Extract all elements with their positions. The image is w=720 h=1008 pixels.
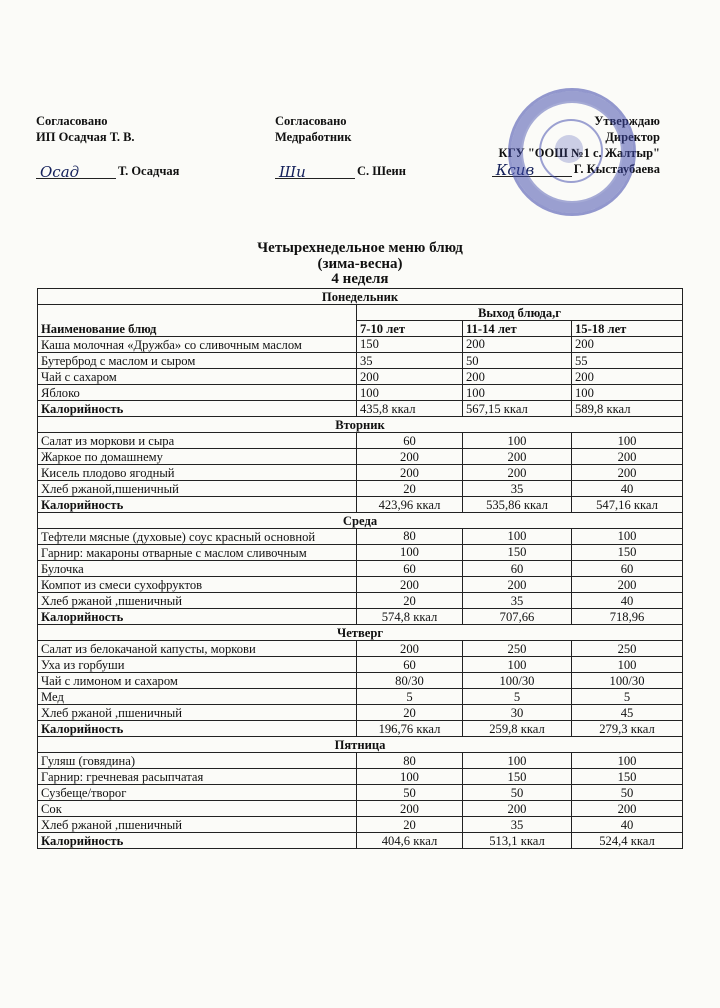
- table-row: [38, 785, 683, 801]
- table-row: [38, 673, 683, 689]
- signature-director: Ксив: [495, 161, 535, 179]
- dish-name: Уха из горбуши: [38, 657, 357, 673]
- approval-director-title: Директор: [605, 130, 660, 144]
- age-group-header: 15-18 лет: [572, 321, 683, 337]
- day-name: Среда: [38, 513, 683, 529]
- table-row: [38, 577, 683, 593]
- table-row: [38, 657, 683, 673]
- table-row: [38, 689, 683, 705]
- calorie-row: [38, 497, 683, 513]
- portion-value: 200: [463, 577, 572, 593]
- table-row: [38, 465, 683, 481]
- portion-value: 80: [357, 753, 463, 769]
- table-row: [38, 433, 683, 449]
- dish-name: Каша молочная «Дружба» со сливочным маслом: [38, 337, 357, 353]
- portion-value: 100: [463, 657, 572, 673]
- portion-value: 150: [572, 769, 683, 785]
- portion-value: 50: [463, 785, 572, 801]
- portion-value: 50: [357, 785, 463, 801]
- portion-value: 35: [463, 481, 572, 497]
- portion-value: 100: [357, 385, 463, 401]
- calorie-value: 589,8 ккал: [572, 401, 683, 417]
- portion-value: 40: [572, 481, 683, 497]
- dish-name: Хлеб ржаной ,пшеничный: [38, 705, 357, 721]
- approval-med-name: С. Шеин: [357, 164, 406, 178]
- portion-value: 200: [357, 577, 463, 593]
- col-output-header: Выход блюда,г: [357, 305, 683, 321]
- portion-value: 200: [572, 369, 683, 385]
- official-seal-stamp: [508, 88, 636, 216]
- portion-value: 200: [572, 465, 683, 481]
- dish-name: Салат из моркови и сыра: [38, 433, 357, 449]
- dish-name: Кисель плодово ягодный: [38, 465, 357, 481]
- approval-ip-org: ИП Осадчая Т. В.: [36, 130, 135, 144]
- calorie-value: 279,3 ккал: [572, 721, 683, 737]
- age-group-header: 7-10 лет: [357, 321, 463, 337]
- portion-value: 200: [463, 465, 572, 481]
- table-row: [38, 481, 683, 497]
- portion-value: 5: [572, 689, 683, 705]
- calorie-value: 435,8 ккал: [357, 401, 463, 417]
- portion-value: 60: [572, 561, 683, 577]
- portion-value: 100: [572, 433, 683, 449]
- calorie-value: 567,15 ккал: [463, 401, 572, 417]
- dish-name: Тефтели мясные (духовые) соус красный основной: [38, 529, 357, 545]
- approval-med: [275, 113, 406, 179]
- approval-director-label: Утверждаю: [594, 114, 660, 128]
- calorie-value: 524,4 ккал: [572, 833, 683, 849]
- portion-value: 150: [463, 545, 572, 561]
- approval-ip-name: Т. Осадчая: [118, 164, 180, 178]
- calorie-label: Калорийность: [38, 497, 357, 513]
- portion-value: 200: [357, 641, 463, 657]
- portion-value: 40: [572, 817, 683, 833]
- portion-value: 35: [463, 817, 572, 833]
- day-name: Понедельник: [38, 289, 683, 305]
- portion-value: 200: [357, 369, 463, 385]
- day-name: Вторник: [38, 417, 683, 433]
- menu-table: [37, 288, 683, 849]
- table-row: [38, 353, 683, 369]
- title-line-1: Четырехнедельное меню блюд: [257, 240, 463, 256]
- document-title: [0, 241, 720, 288]
- dish-name: Гарнир: макароны отварные с маслом сливочным: [38, 545, 357, 561]
- table-row: [38, 449, 683, 465]
- portion-value: 100: [463, 753, 572, 769]
- signature-line: [36, 164, 116, 179]
- portion-value: 80: [357, 529, 463, 545]
- signature-ip: Осад: [40, 163, 80, 181]
- dish-name: Гарнир: гречневая расыпчатая: [38, 769, 357, 785]
- day-name: Четверг: [38, 625, 683, 641]
- portion-value: 150: [463, 769, 572, 785]
- approval-director-org: КГУ "ООШ №1 с. Жалтыр": [498, 146, 660, 160]
- approval-director-name: Г. Кыстаубаева: [573, 162, 660, 176]
- portion-value: 200: [572, 577, 683, 593]
- calorie-value: 404,6 ккал: [357, 833, 463, 849]
- dish-name: Хлеб ржаной ,пшеничный: [38, 593, 357, 609]
- age-group-header: 11-14 лет: [463, 321, 572, 337]
- portion-value: 20: [357, 705, 463, 721]
- portion-value: 40: [572, 593, 683, 609]
- calorie-row: [38, 721, 683, 737]
- table-row: [38, 801, 683, 817]
- portion-value: 55: [572, 353, 683, 369]
- calorie-value: 718,96: [572, 609, 683, 625]
- portion-value: 200: [572, 449, 683, 465]
- portion-value: 20: [357, 481, 463, 497]
- portion-value: 60: [463, 561, 572, 577]
- calorie-row: [38, 609, 683, 625]
- title-line-3: 4 неделя: [331, 271, 389, 287]
- portion-value: 200: [463, 449, 572, 465]
- dish-name: Салат из белокачаной капусты, моркови: [38, 641, 357, 657]
- portion-value: 60: [357, 433, 463, 449]
- dish-name: Яблоко: [38, 385, 357, 401]
- table-row: [38, 561, 683, 577]
- dish-name: Мед: [38, 689, 357, 705]
- portion-value: 100: [463, 529, 572, 545]
- calorie-row: [38, 833, 683, 849]
- dish-name: Компот из смеси сухофруктов: [38, 577, 357, 593]
- portion-value: 150: [357, 337, 463, 353]
- table-row: [38, 817, 683, 833]
- dish-name: Чай с сахаром: [38, 369, 357, 385]
- calorie-value: 574,8 ккал: [357, 609, 463, 625]
- dish-name: Гуляш (говядина): [38, 753, 357, 769]
- calorie-value: 547,16 ккал: [572, 497, 683, 513]
- table-row: [38, 529, 683, 545]
- portion-value: 100/30: [463, 673, 572, 689]
- seal-emblem: [555, 135, 583, 163]
- portion-value: 30: [463, 705, 572, 721]
- col-dish-name-header: Наименование блюд: [38, 305, 357, 337]
- day-header-row: [38, 737, 683, 753]
- portion-value: 50: [463, 353, 572, 369]
- day-header-row: [38, 625, 683, 641]
- table-row: [38, 545, 683, 561]
- portion-value: 100: [357, 545, 463, 561]
- portion-value: 100/30: [572, 673, 683, 689]
- portion-value: 200: [463, 801, 572, 817]
- calorie-value: 196,76 ккал: [357, 721, 463, 737]
- portion-value: 200: [357, 449, 463, 465]
- portion-value: 100: [572, 657, 683, 673]
- day-header-row: [38, 289, 683, 305]
- approval-ip-label: Согласовано: [36, 114, 108, 128]
- table-row: [38, 753, 683, 769]
- portion-value: 100: [463, 433, 572, 449]
- approval-med-org: Медработник: [275, 130, 352, 144]
- dish-name: Булочка: [38, 561, 357, 577]
- portion-value: 100: [357, 769, 463, 785]
- portion-value: 80/30: [357, 673, 463, 689]
- calorie-value: 513,1 ккал: [463, 833, 572, 849]
- portion-value: 200: [463, 337, 572, 353]
- portion-value: 200: [357, 801, 463, 817]
- portion-value: 35: [463, 593, 572, 609]
- portion-value: 35: [357, 353, 463, 369]
- dish-name: Хлеб ржаной ,пшеничный: [38, 817, 357, 833]
- portion-value: 200: [463, 369, 572, 385]
- table-row: [38, 593, 683, 609]
- table-row: [38, 641, 683, 657]
- column-header-row: [38, 305, 683, 321]
- portion-value: 200: [357, 465, 463, 481]
- portion-value: 250: [572, 641, 683, 657]
- dish-name: Сузбеще/творог: [38, 785, 357, 801]
- day-header-row: [38, 513, 683, 529]
- signature-line: [275, 164, 355, 179]
- portion-value: 5: [357, 689, 463, 705]
- calorie-label: Калорийность: [38, 833, 357, 849]
- calorie-label: Калорийность: [38, 609, 357, 625]
- dish-name: Жаркое по домашнему: [38, 449, 357, 465]
- portion-value: 200: [572, 801, 683, 817]
- calorie-value: 259,8 ккал: [463, 721, 572, 737]
- dish-name: Сок: [38, 801, 357, 817]
- calorie-row: [38, 401, 683, 417]
- signature-med: Шu: [279, 163, 306, 181]
- portion-value: 100: [572, 753, 683, 769]
- day-header-row: [38, 417, 683, 433]
- dish-name: Чай с лимоном и сахаром: [38, 673, 357, 689]
- calorie-value: 423,96 ккал: [357, 497, 463, 513]
- table-row: [38, 705, 683, 721]
- portion-value: 60: [357, 561, 463, 577]
- dish-name: Бутерброд с маслом и сыром: [38, 353, 357, 369]
- calorie-value: 707,66: [463, 609, 572, 625]
- portion-value: 45: [572, 705, 683, 721]
- approval-med-label: Согласовано: [275, 114, 347, 128]
- portion-value: 250: [463, 641, 572, 657]
- portion-value: 60: [357, 657, 463, 673]
- table-row: [38, 769, 683, 785]
- portion-value: 20: [357, 593, 463, 609]
- approval-ip: [36, 113, 179, 179]
- table-row: [38, 337, 683, 353]
- dish-name: Хлеб ржаной,пшеничный: [38, 481, 357, 497]
- portion-value: 200: [572, 337, 683, 353]
- portion-value: 20: [357, 817, 463, 833]
- portion-value: 100: [463, 385, 572, 401]
- portion-value: 100: [572, 385, 683, 401]
- title-line-2: (зима-весна): [317, 255, 403, 272]
- calorie-label: Калорийность: [38, 721, 357, 737]
- table-row: [38, 385, 683, 401]
- calorie-value: 535,86 ккал: [463, 497, 572, 513]
- calorie-label: Калорийность: [38, 401, 357, 417]
- portion-value: 100: [572, 529, 683, 545]
- portion-value: 5: [463, 689, 572, 705]
- table-row: [38, 369, 683, 385]
- day-name: Пятница: [38, 737, 683, 753]
- portion-value: 150: [572, 545, 683, 561]
- portion-value: 50: [572, 785, 683, 801]
